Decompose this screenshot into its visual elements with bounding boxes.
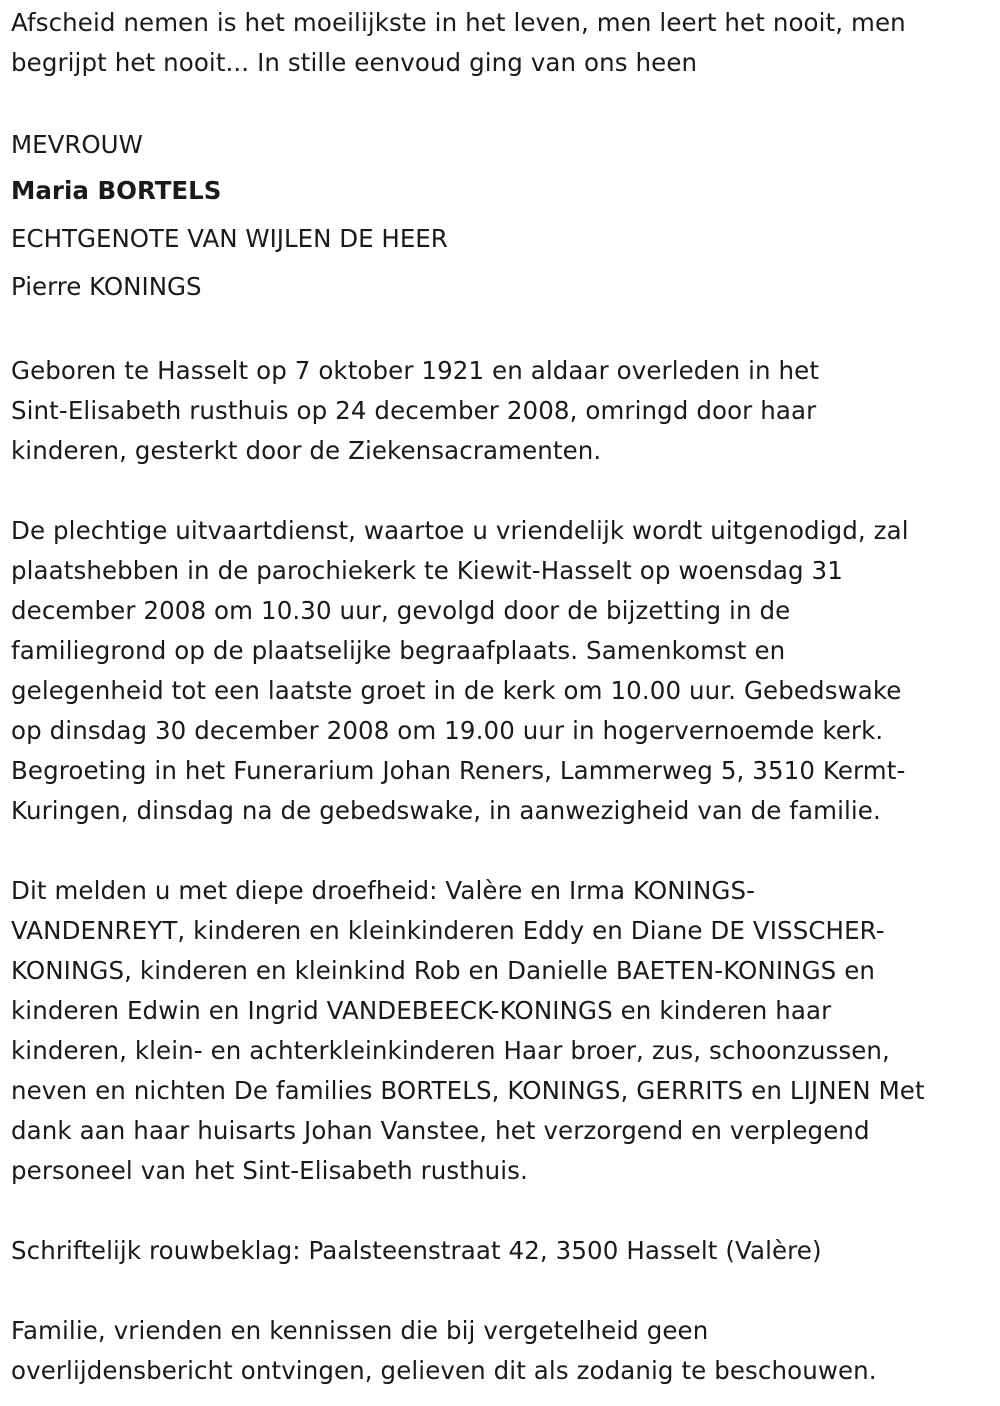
family-line: KONINGS, kinderen en kleinkind Rob en Danielle BAETEN-KONINGS en <box>11 956 876 985</box>
relation-label: ECHTGENOTE VAN WIJLEN DE HEER <box>11 224 448 253</box>
closing-line: Familie, vrienden en kennissen die bij vergetelheid geen <box>11 1316 709 1345</box>
condolence-paragraph <box>11 1231 990 1271</box>
family-line: kinderen, klein- en achterkleinkinderen Haar broer, zus, schoonzussen, <box>11 1036 890 1065</box>
service-line: december 2008 om 10.30 uur, gevolgd door de bijzetting in de <box>11 596 791 625</box>
spacer <box>11 1271 990 1311</box>
spacer <box>11 1191 990 1231</box>
family-line: kinderen Edwin en Ingrid VANDEBEECK-KONINGS en kinderen haar <box>11 996 832 1025</box>
service-line: Kuringen, dinsdag na de gebedswake, in aanwezigheid van de familie. <box>11 796 881 825</box>
intro-line: begrijpt het nooit... In stille eenvoud ging van ons heen <box>11 48 698 77</box>
birth-line: kinderen, gesterkt door de Ziekensacramenten. <box>11 436 602 465</box>
service-line: gelegenheid tot een laatste groet in de kerk om 10.00 uur. Gebedswake <box>11 676 902 705</box>
condolence-line: Schriftelijk rouwbeklag: Paalsteenstraat 42, 3500 Hasselt (Valère) <box>11 1236 822 1265</box>
family-line: dank aan haar huisarts Johan Vanstee, het verzorgend en verplegend <box>11 1116 870 1145</box>
spacer <box>11 311 990 351</box>
spacer <box>11 471 990 511</box>
service-line: familiegrond op de plaatselijke begraafplaats. Samenkomst en <box>11 636 786 665</box>
service-line: Begroeting in het Funerarium Johan Reners, Lammerweg 5, 3510 Kermt- <box>11 756 906 785</box>
service-line: plaatshebben in de parochiekerk te Kiewit-Hasselt op woensdag 31 <box>11 556 843 585</box>
title-label: MEVROUW <box>11 130 143 159</box>
family-line: VANDENREYT, kinderen en kleinkinderen Eddy en Diane DE VISSCHER- <box>11 916 885 945</box>
service-line: op dinsdag 30 december 2008 om 19.00 uur in hogervernoemde kerk. <box>11 716 884 745</box>
intro-paragraph <box>11 3 990 83</box>
service-line: De plechtige uitvaartdienst, waartoe u vriendelijk wordt uitgenodigd, zal <box>11 516 909 545</box>
family-line: neven en nichten De families BORTELS, KONINGS, GERRITS en LIJNEN Met <box>11 1076 925 1105</box>
intro-line: Afscheid nemen is het moeilijkste in het leven, men leert het nooit, men <box>11 8 906 37</box>
birth-paragraph <box>11 351 990 471</box>
family-paragraph <box>11 871 990 1191</box>
spacer <box>11 831 990 871</box>
birth-line: Geboren te Hasselt op 7 oktober 1921 en aldaar overleden in het <box>11 356 820 385</box>
deceased-name: Maria BORTELS <box>11 176 222 205</box>
closing-line: overlijdensbericht ontvingen, gelieven dit als zodanig te beschouwen. <box>11 1356 877 1385</box>
service-paragraph <box>11 511 990 831</box>
family-line: personeel van het Sint-Elisabeth rusthuis. <box>11 1156 528 1185</box>
deceased-heading <box>11 123 990 311</box>
spouse-name: Pierre KONINGS <box>11 272 202 301</box>
closing-paragraph <box>11 1311 990 1391</box>
birth-line: Sint-Elisabeth rusthuis op 24 december 2008, omringd door haar <box>11 396 817 425</box>
family-line: Dit melden u met diepe droefheid: Valère en Irma KONINGS- <box>11 876 756 905</box>
